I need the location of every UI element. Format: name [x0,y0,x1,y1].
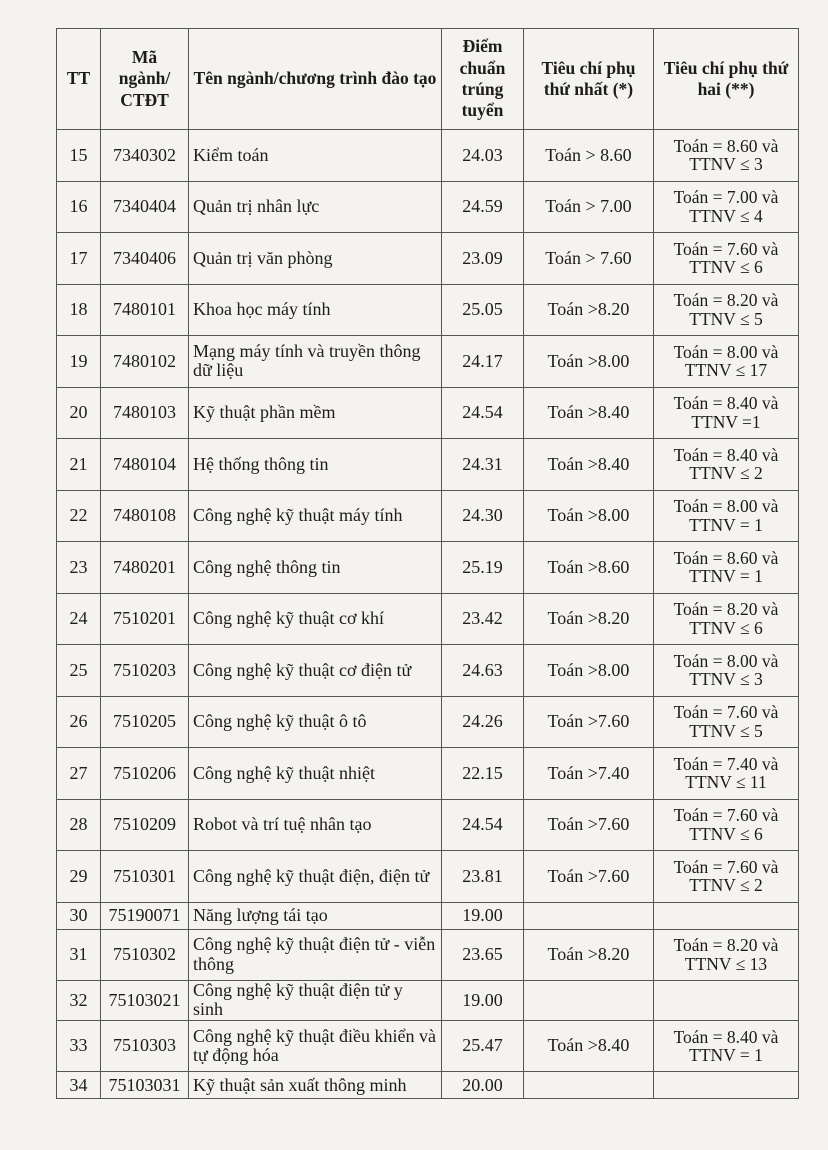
row-number: 18 [57,284,101,336]
program-code: 7480102 [101,336,189,388]
cutoff-score: 24.63 [442,645,524,697]
row-number: 27 [57,748,101,800]
row-number: 34 [57,1072,101,1099]
row-number: 32 [57,981,101,1021]
first-criterion: Toán > 8.60 [524,130,654,182]
second-criterion: Toán = 8.00 và TTNV ≤ 3 [654,645,799,697]
table-row [57,387,799,439]
second-criterion: Toán = 8.40 và TTNV = 1 [654,1020,799,1072]
program-code: 7510201 [101,593,189,645]
cutoff-score: 24.31 [442,439,524,491]
program-code: 7510301 [101,851,189,903]
program-name: Công nghệ thông tin [189,542,442,594]
table-row [57,981,799,1021]
row-number: 17 [57,233,101,285]
cutoff-score: 20.00 [442,1072,524,1099]
first-criterion: Toán >8.40 [524,1020,654,1072]
program-name: Công nghệ kỹ thuật nhiệt [189,748,442,800]
cutoff-score: 24.03 [442,130,524,182]
program-code: 7510209 [101,799,189,851]
row-number: 24 [57,593,101,645]
program-name: Kiểm toán [189,130,442,182]
program-code: 75103021 [101,981,189,1021]
program-code: 7510303 [101,1020,189,1072]
program-name: Năng lượng tái tạo [189,902,442,929]
first-criterion: Toán >8.40 [524,387,654,439]
program-name: Công nghệ kỹ thuật điện, điện tử [189,851,442,903]
table-row [57,902,799,929]
first-criterion: Toán >8.20 [524,284,654,336]
program-name: Quản trị văn phòng [189,233,442,285]
table-row [57,748,799,800]
program-name: Robot và trí tuệ nhân tạo [189,799,442,851]
program-name: Công nghệ kỹ thuật ô tô [189,696,442,748]
cutoff-score: 25.47 [442,1020,524,1072]
program-code: 7480201 [101,542,189,594]
row-number: 19 [57,336,101,388]
second-criterion: Toán = 8.60 và TTNV = 1 [654,542,799,594]
first-criterion [524,981,654,1021]
table-body [57,130,799,1099]
table-row [57,336,799,388]
program-code: 7480103 [101,387,189,439]
row-number: 29 [57,851,101,903]
program-name: Hệ thống thông tin [189,439,442,491]
cutoff-score: 24.17 [442,336,524,388]
second-criterion: Toán = 8.20 và TTNV ≤ 5 [654,284,799,336]
first-criterion [524,1072,654,1099]
second-criterion: Toán = 7.00 và TTNV ≤ 4 [654,181,799,233]
row-number: 26 [57,696,101,748]
table-row [57,929,799,981]
second-criterion: Toán = 8.40 và TTNV =1 [654,387,799,439]
program-name: Kỹ thuật phần mềm [189,387,442,439]
first-criterion: Toán >7.60 [524,851,654,903]
table-row [57,284,799,336]
second-criterion: Toán = 7.60 và TTNV ≤ 2 [654,851,799,903]
first-criterion: Toán >7.60 [524,799,654,851]
second-criterion: Toán = 7.60 và TTNV ≤ 6 [654,233,799,285]
table-row [57,593,799,645]
second-criterion: Toán = 7.40 và TTNV ≤ 11 [654,748,799,800]
first-criterion: Toán > 7.60 [524,233,654,285]
program-code: 7340302 [101,130,189,182]
header-cutoff-score: Điểm chuẩn trúng tuyển [442,29,524,130]
cutoff-score: 22.15 [442,748,524,800]
table-row [57,645,799,697]
table-row [57,696,799,748]
first-criterion: Toán >8.00 [524,645,654,697]
program-name: Công nghệ kỹ thuật cơ điện tử [189,645,442,697]
first-criterion: Toán >8.20 [524,929,654,981]
row-number: 31 [57,929,101,981]
first-criterion [524,902,654,929]
first-criterion: Toán >8.00 [524,490,654,542]
cutoff-score: 24.54 [442,799,524,851]
row-number: 25 [57,645,101,697]
table-header-row [57,29,799,130]
cutoff-score: 25.05 [442,284,524,336]
row-number: 23 [57,542,101,594]
table-row [57,439,799,491]
cutoff-score: 19.00 [442,981,524,1021]
header-first-criterion: Tiêu chí phụ thứ nhất (*) [524,29,654,130]
program-name: Mạng máy tính và truyền thông dữ liệu [189,336,442,388]
first-criterion: Toán >8.40 [524,439,654,491]
second-criterion: Toán = 7.60 và TTNV ≤ 5 [654,696,799,748]
cutoff-score: 19.00 [442,902,524,929]
cutoff-score: 24.59 [442,181,524,233]
program-name: Kỹ thuật sản xuất thông minh [189,1072,442,1099]
program-code: 7340404 [101,181,189,233]
cutoff-score: 23.09 [442,233,524,285]
program-code: 7510206 [101,748,189,800]
program-code: 7480108 [101,490,189,542]
table-row [57,1072,799,1099]
program-name: Công nghệ kỹ thuật điện tử - viễn thông [189,929,442,981]
second-criterion: Toán = 8.00 và TTNV ≤ 17 [654,336,799,388]
program-code: 7510205 [101,696,189,748]
cutoff-score: 24.26 [442,696,524,748]
second-criterion [654,981,799,1021]
first-criterion: Toán > 7.00 [524,181,654,233]
cutoff-score: 24.30 [442,490,524,542]
table-row [57,181,799,233]
row-number: 20 [57,387,101,439]
cutoff-score: 25.19 [442,542,524,594]
first-criterion: Toán >7.60 [524,696,654,748]
table-row [57,130,799,182]
program-code: 7510203 [101,645,189,697]
program-name: Khoa học máy tính [189,284,442,336]
header-second-criterion: Tiêu chí phụ thứ hai (**) [654,29,799,130]
row-number: 28 [57,799,101,851]
table-row [57,851,799,903]
table-row [57,1020,799,1072]
first-criterion: Toán >8.20 [524,593,654,645]
program-name: Công nghệ kỹ thuật máy tính [189,490,442,542]
second-criterion: Toán = 7.60 và TTNV ≤ 6 [654,799,799,851]
table-row [57,542,799,594]
cutoff-score: 23.65 [442,929,524,981]
first-criterion: Toán >7.40 [524,748,654,800]
row-number: 21 [57,439,101,491]
program-name: Công nghệ kỹ thuật cơ khí [189,593,442,645]
header-program-name: Tên ngành/chương trình đào tạo [189,29,442,130]
first-criterion: Toán >8.60 [524,542,654,594]
second-criterion [654,902,799,929]
program-code: 7480104 [101,439,189,491]
second-criterion: Toán = 8.00 và TTNV = 1 [654,490,799,542]
program-code: 75190071 [101,902,189,929]
cutoff-score: 24.54 [442,387,524,439]
program-code: 7480101 [101,284,189,336]
program-name: Quản trị nhân lực [189,181,442,233]
row-number: 16 [57,181,101,233]
second-criterion: Toán = 8.20 và TTNV ≤ 6 [654,593,799,645]
table-row [57,490,799,542]
program-name: Công nghệ kỹ thuật điều khiển và tự động hóa [189,1020,442,1072]
program-code: 7510302 [101,929,189,981]
second-criterion: Toán = 8.20 và TTNV ≤ 13 [654,929,799,981]
program-code: 75103031 [101,1072,189,1099]
row-number: 33 [57,1020,101,1072]
header-code: Mã ngành/ CTĐT [101,29,189,130]
row-number: 15 [57,130,101,182]
program-code: 7340406 [101,233,189,285]
admission-scores-table [56,28,799,1099]
row-number: 22 [57,490,101,542]
second-criterion: Toán = 8.40 và TTNV ≤ 2 [654,439,799,491]
second-criterion [654,1072,799,1099]
first-criterion: Toán >8.00 [524,336,654,388]
cutoff-score: 23.42 [442,593,524,645]
program-name: Công nghệ kỹ thuật điện tử y sinh [189,981,442,1021]
row-number: 30 [57,902,101,929]
cutoff-score: 23.81 [442,851,524,903]
table-row [57,233,799,285]
table-row [57,799,799,851]
second-criterion: Toán = 8.60 và TTNV ≤ 3 [654,130,799,182]
header-tt: TT [57,29,101,130]
